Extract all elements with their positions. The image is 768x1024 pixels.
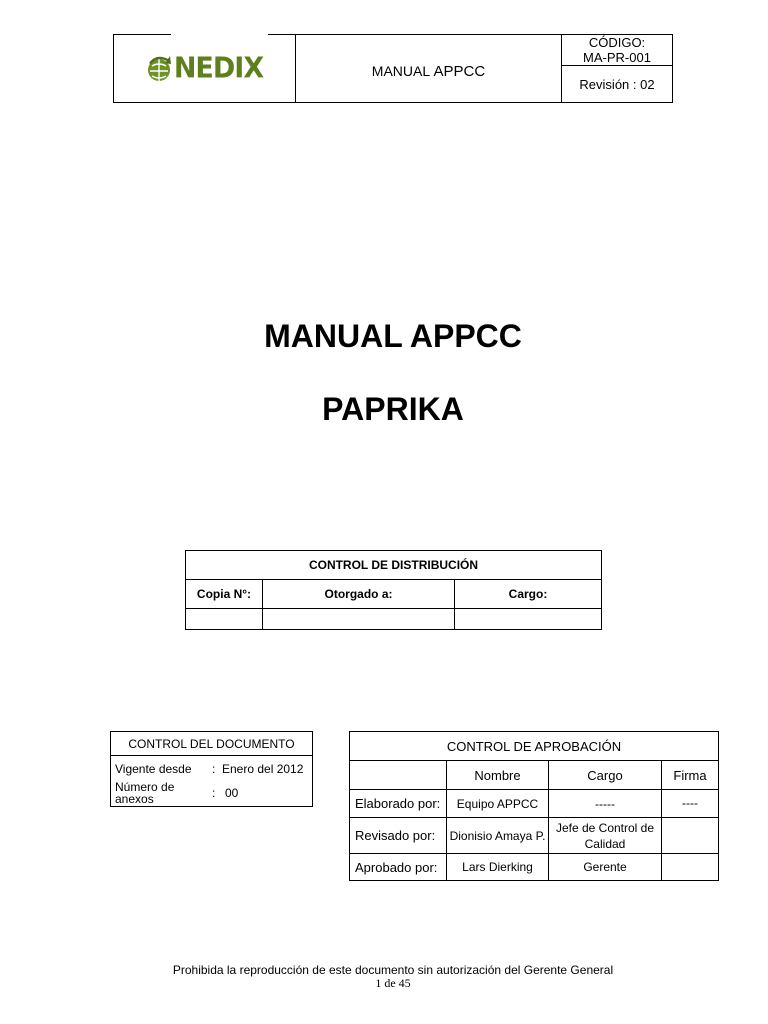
code-value: MA-PR-001 [583,50,651,65]
document-control [110,731,313,807]
logo-text: NEDIX [173,51,264,85]
approval-col-firma: Firma [662,761,719,790]
col-copia: Copia N°: [186,580,263,609]
footer-notice: Prohibida la reproducción de este documento sin autorización del Gerente General [172,963,614,977]
code-label: CÓDIGO: [588,35,646,50]
company-logo [114,53,295,84]
approval-row-cargo: ----- [549,790,662,818]
doc-row-label: Vigente desde [115,762,192,776]
doc-row-label: Número de anexos [115,780,175,806]
approval-row-label: Aprobado por: [350,854,447,881]
approval-heading: CONTROL DE APROBACIÓN [350,732,719,761]
doc-row-sep: : [212,762,216,776]
logo-cell [114,35,296,103]
document-header [113,34,673,103]
col-otorgado: Otorgado a: [263,580,455,609]
col-cargo: Cargo: [455,580,602,609]
doc-row-sep: : [212,786,216,800]
doc-row-vigente [111,758,312,780]
page-number: 1 de 45 [375,976,411,990]
distribution-table [185,550,602,630]
approval-row-cargo: Jefe de Control de Calidad [549,818,662,854]
approval-col-nombre: Nombre [447,761,549,790]
approval-row-firma [662,854,719,881]
globe-arrow-icon [146,53,172,83]
document-control-body [110,756,313,807]
approval-col-empty [350,761,447,790]
document-control-heading: CONTROL DEL DOCUMENTO [110,731,313,756]
main-title: MANUAL APPCC [264,318,522,354]
doc-row-value: Enero del 2012 [222,762,304,776]
sub-title: PAPRIKA [322,391,464,427]
empty-cell [263,609,455,630]
code-cell [562,35,673,66]
empty-cell [455,609,602,630]
doc-row-anexos [111,780,312,806]
header-title-rest: APPCC [433,63,486,80]
approval-col-cargo: Cargo [549,761,662,790]
header-title-small: MANUAL [371,63,431,79]
approval-row-name: Lars Dierking [447,854,549,881]
empty-cell [186,609,263,630]
approval-row-name: Equipo APPCC [447,790,549,818]
revision: Revisión : 02 [562,66,673,103]
approval-table [349,731,719,881]
approval-row-firma [662,818,719,854]
header-title [296,35,562,103]
distribution-heading: CONTROL DE DISTRIBUCIÓN [186,551,602,580]
approval-row-cargo: Gerente [549,854,662,881]
doc-row-value: 00 [225,786,239,800]
approval-row-firma: ---- [662,790,719,818]
approval-row-name: Dionisio Amaya P. [447,818,549,854]
approval-row-label: Elaborado por: [350,790,447,818]
approval-row-label: Revisado por: [350,818,447,854]
